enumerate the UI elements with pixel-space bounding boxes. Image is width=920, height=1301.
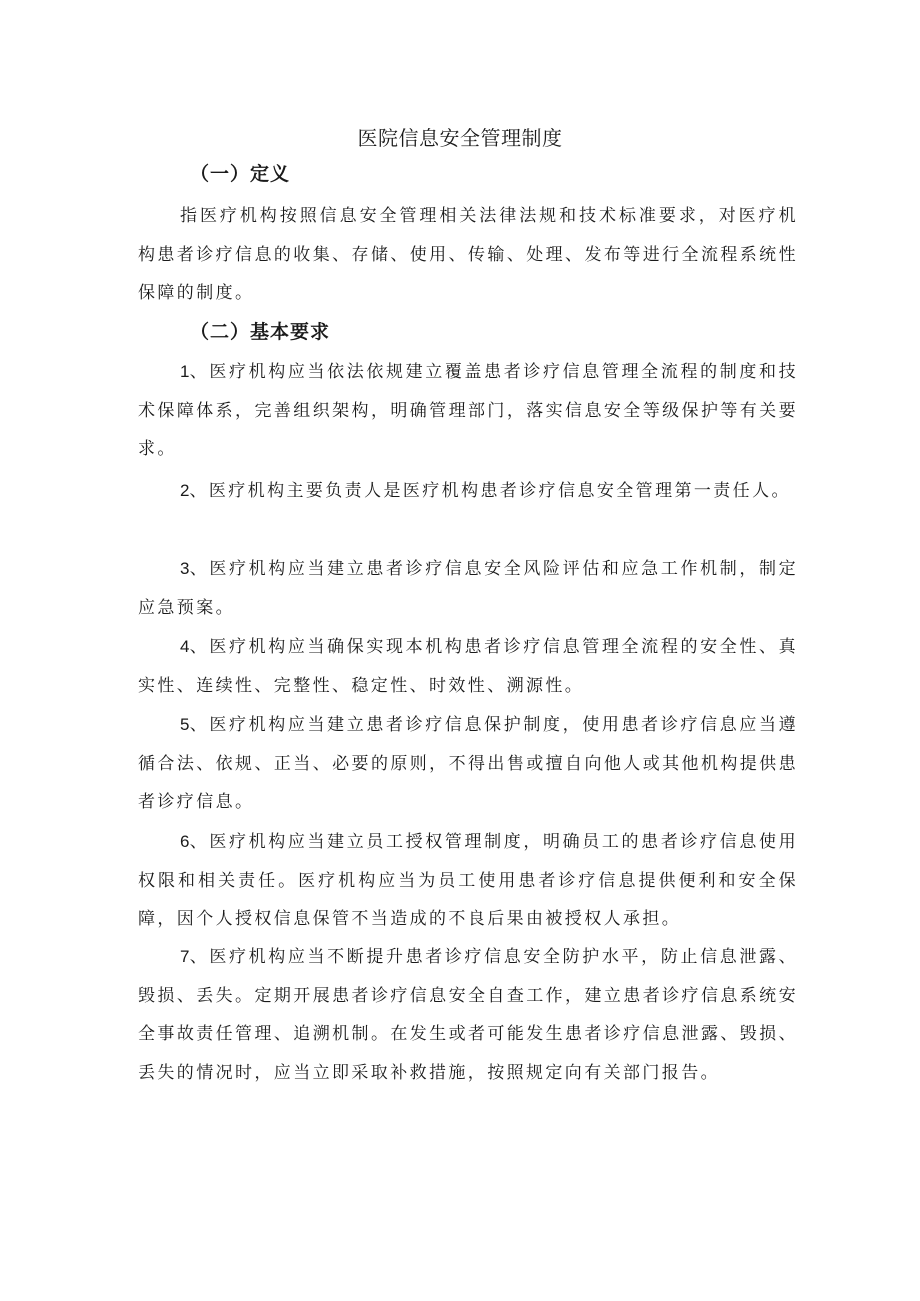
item-text: 、医疗机构应当不断提升患者诊疗信息安全防护水平，防止信息泄露、毁损、丢失。定期开展患者诊疗信息安全自查工作，建立患者诊疗信息系统安全事故责任管理、追溯机制。在发生或者可能发生患者诊疗信息泄露、毁损、丢失的情况时，应当立即采取补救措施，按照规定向有关部门报告。 xyxy=(138,947,798,1083)
item-text: 、医疗机构应当依法依规建立覆盖患者诊疗信息管理全流程的制度和技术保障体系，完善组织架构，明确管理部门，落实信息安全等级保护等有关要求。 xyxy=(138,362,798,459)
item-number: 3 xyxy=(180,559,190,578)
item-number: 7 xyxy=(180,947,190,966)
item-number: 4 xyxy=(180,637,190,656)
requirement-item-1 xyxy=(138,353,798,469)
item-text: 、医疗机构应当建立患者诊疗信息安全风险评估和应急工作机制，制定应急预案。 xyxy=(138,559,798,618)
item-text: 、医疗机构应当建立患者诊疗信息保护制度，使用患者诊疗信息应当遵循合法、依规、正当、必要的原则，不得出售或擅自向他人或其他机构提供患者诊疗信息。 xyxy=(138,715,798,812)
section-heading-basic-requirements: （二）基本要求 xyxy=(190,321,331,343)
document-title: 医院信息安全管理制度 xyxy=(357,126,563,150)
item-number: 5 xyxy=(180,715,190,734)
requirement-item-2 xyxy=(138,472,798,511)
item-text: 、医疗机构应当建立员工授权管理制度，明确员工的患者诊疗信息使用权限和相关责任。医疗机构应当为员工使用患者诊疗信息提供便利和安全保障，因个人授权信息保管不当造成的不良后果由被授权人承担。 xyxy=(138,832,798,929)
requirement-item-5 xyxy=(138,706,798,822)
requirement-item-4 xyxy=(138,628,798,705)
requirement-item-6 xyxy=(138,823,798,939)
requirement-item-3 xyxy=(138,550,798,627)
item-text: 、医疗机构主要负责人是医疗机构患者诊疗信息安全管理第一责任人。 xyxy=(189,481,791,501)
requirement-item-7 xyxy=(138,938,798,1092)
item-number: 1 xyxy=(180,362,190,381)
section-heading-definition: （一）定义 xyxy=(190,163,291,185)
item-text: 、医疗机构应当确保实现本机构患者诊疗信息管理全流程的安全性、真实性、连续性、完整性、稳定性、时效性、溯源性。 xyxy=(138,637,798,696)
item-number: 2 xyxy=(180,481,190,500)
definition-paragraph: 指医疗机构按照信息安全管理相关法律法规和技术标准要求，对医疗机构患者诊疗信息的收集、存储、使用、传输、处理、发布等进行全流程系统性保障的制度。 xyxy=(138,206,798,303)
item-number: 6 xyxy=(180,832,190,851)
